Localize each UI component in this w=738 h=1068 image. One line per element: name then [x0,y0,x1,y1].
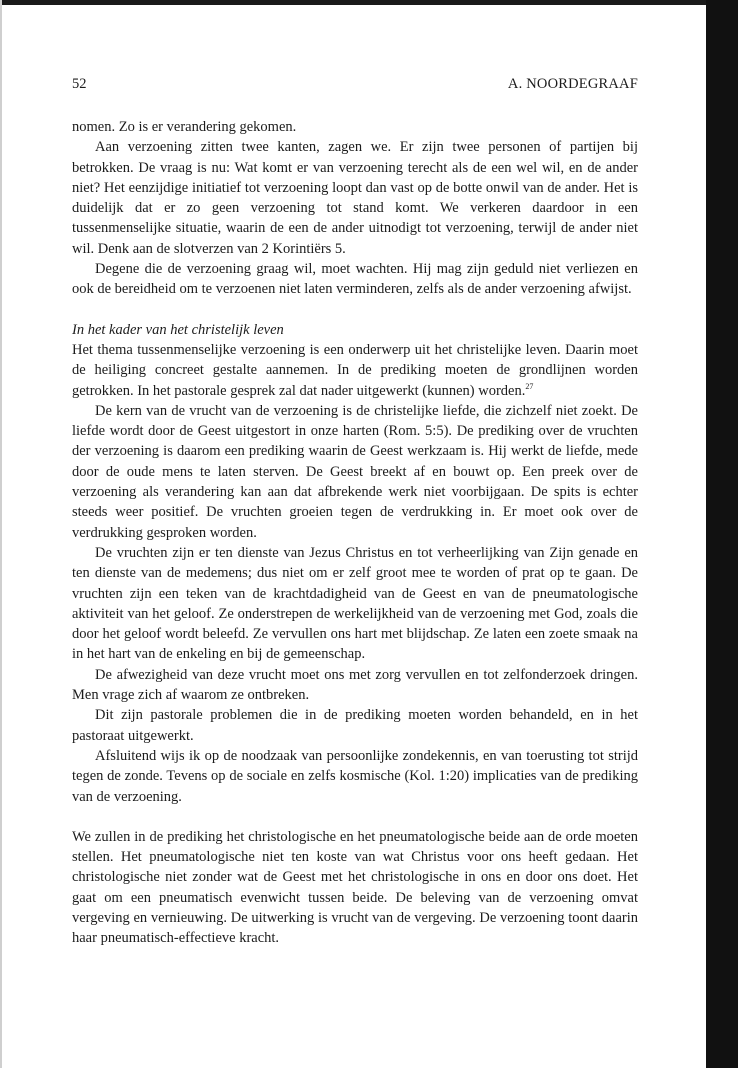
running-head [72,76,638,96]
paragraph-text: Het thema tussenmenselijke verzoening is een onderwerp uit het christelijke leven. Daarin moet de heiliging concreet gestalte aannemen. In de prediking moeten de grondlijnen worden getrokken. In het pastorale gesprek zal dat nader uitgewerkt (kunnen) worden. [72,341,638,399]
footnote-reference: 27 [525,381,534,391]
scan-border-left [0,0,2,1068]
body-text [72,117,638,949]
book-page [72,0,638,1068]
paragraph: nomen. Zo is er verandering gekomen. [72,119,297,135]
paragraph: De kern van de vrucht van de verzoening is de christelijke liefde, die zichzelf niet zoekt. De liefde wordt door de Geest uitgestort in onze harten (Rom. 5:5). De prediking over de vruchten der verzoening is daarom een prediking waarin de Geest werkzaam is. Hij werkt de liefde, mede door de oude mens te laten sterven. De Geest breekt af en bouwt op. Een preek over de verzoening als verandering kan aan dat afbrekende werk niet voorbijgaan. De spits is echter steeds weer positief. De vruchten groeien tegen de verdrukking in. Er moet ook over de verdrukking gesproken worden. [72,402,638,541]
page-number: 52 [72,76,87,92]
paragraph: Degene die de verzoening graag wil, moet wachten. Hij mag zijn geduld niet verliezen en ook de bereidheid om te verzoenen niet laten verminderen, zelfs als de ander verzoening afwijst. [72,261,638,298]
paragraph: Afsluitend wijs ik op de noodzaak van persoonlijke zondekennis, en van toerusting tot strijd tegen de zonde. Tevens op de sociale en zelfs kosmische (Kol. 1:20) implicaties van de prediking van de verzoening. [72,747,638,805]
paragraph: De afwezigheid van deze vrucht moet ons met zorg vervullen en tot zelfonderzoek dringen. Men vrage zich af waarom ze ontbreken. [72,666,638,704]
section-spacer [72,300,638,320]
paragraph [72,340,638,401]
paragraph: De vruchten zijn er ten dienste van Jezus Christus en tot verheerlijking van Zijn genade en ten dienste van de medemens; dus niet om er zelf groot mee te worden of prat op te gaan. De vruchten zijn een teken van de krachtdadigheid van de Geest en van de pneumatologische aktiviteit van het geloof. Ze onderstrepen de werkelijkheid van de verzoening met God, zoals die door het geloof wordt beleefd. Ze vervullen ons hart met blijdschap. Ze laten een zoete smaak na in het hart van de enkeling en bij de gemeenschap. [72,544,638,663]
paragraph: Aan verzoening zitten twee kanten, zagen we. Er zijn twee personen of partijen bij betrokken. De vraag is nu: Wat komt er van verzoening terecht als de een wel wil, en de ander niet? Het eenzijdige initiatief tot verzoening loopt dan vast op de botte onwil van de ander. Het is duidelijk dat er zo geen verzoening tot stand komt. We verkeren daardoor in een tussenmenselijke situatie, waarin de een de ander uitnodigt tot verzoening, terwijl de ander niet wil. Denk aan de slotverzen van 2 Korintiërs 5. [72,139,638,257]
section-heading: In het kader van het christelijk leven [72,321,284,338]
paragraph: We zullen in de prediking het christologische en het pneumatologische beide aan de orde moeten stellen. Het pneumatologische niet ten koste van wat Christus voor ons heeft gedaan. Het christologische niet zonder wat de Geest met het christologische in ons en door ons doet. Het gaat om een pneumatisch evenwicht tussen beide. De beleving van de verzoening omvat vergeving en vernieuwing. De uitwerking is vrucht van de vergeving. De verzoening toont daarin haar pneumatisch-effectieve kracht. [72,828,638,947]
scan-border-right [706,0,738,1068]
paragraph: Dit zijn pastorale problemen die in de prediking moeten worden behandeld, en in het pastoraat uitgewerkt. [72,707,638,744]
running-head-author: A. NOORDEGRAAF [507,76,638,92]
section-spacer [72,807,638,827]
